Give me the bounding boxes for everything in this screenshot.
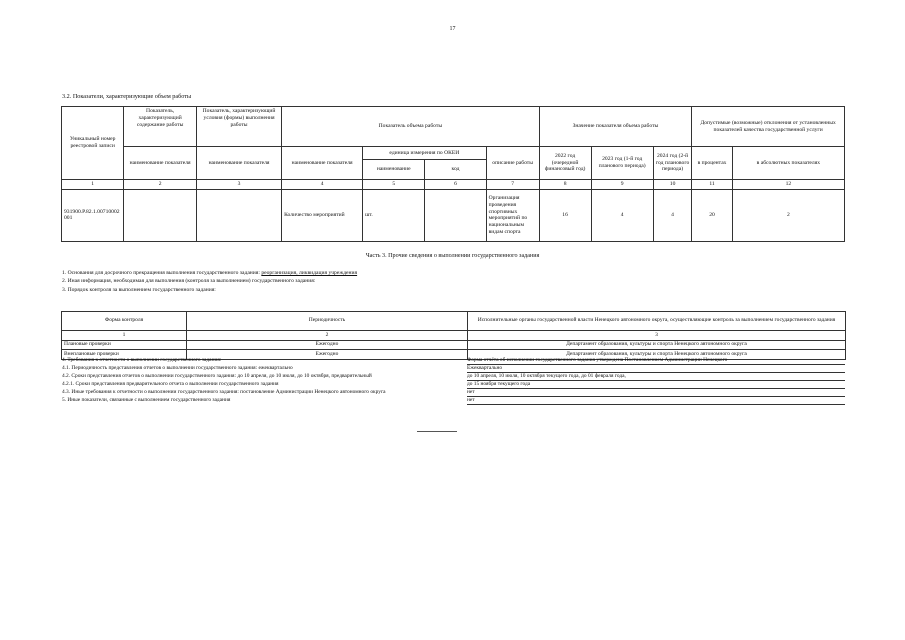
header-year-2022: 2022 год (очередной финансовый год) [539, 147, 591, 180]
col-number: 3 [196, 180, 281, 190]
note-1-label: 1. Основания для досрочного прекращения выполнения государственного задания: [62, 270, 260, 276]
requirement-value: Ежеквартально [467, 364, 845, 373]
value-2023: 4 [591, 189, 653, 241]
work-description: Организация проведения спортивных мероприятий по национальным видам спорта [486, 189, 539, 241]
col-number: 2 [124, 180, 197, 190]
section-title: 3.2. Показатели, характеризующие объем работы [62, 93, 192, 100]
requirement-value: Форма отчёта об исполнении государственного задания утверждена Постановлением Администрации Ненецкого [467, 356, 845, 365]
registry-code: 931900.Р.82.1.00710002001 [62, 189, 124, 241]
header-unit-code: код [425, 160, 486, 180]
header-condition-indicator: Показатель, характеризующий условия (формы) выполнения работы [196, 107, 281, 147]
indicator-name: Количество мероприятий [282, 189, 363, 241]
header-volume-indicator: Показатель объема работы [282, 107, 540, 147]
periodicity: Ежегодно [187, 350, 468, 360]
value-2024: 4 [653, 189, 691, 241]
requirement-label: 4. Требования к отчетности о выполнении государственного задания: [62, 357, 222, 363]
header-in-absolute: в абсолютных показателях [732, 147, 844, 180]
requirement-value: нет [467, 396, 845, 405]
header-control-form: Форма контроля [62, 312, 187, 331]
work-volume-table [61, 106, 845, 242]
footer-divider [417, 431, 457, 432]
unit-name: шт. [363, 189, 425, 241]
col-number: 5 [363, 180, 425, 190]
deviation-percent: 20 [692, 189, 732, 241]
requirement-row [61, 356, 845, 364]
requirement-label: 4.1. Периодичность представления отчетов о выполнении государственного задания: ежеквартально [62, 365, 293, 371]
requirement-label: 5. Иные показатели, связанные с выполнением государственного задания [62, 397, 231, 403]
header-volume-value: Значение показателя объема работы [539, 107, 692, 147]
requirement-label: 4.2.1. Сроки представления предварительного отчета о выполнении государственного задания [62, 381, 279, 387]
control-form: Внеплановые проверки [62, 350, 187, 360]
note-1-value: реорганизация, ликвидация учреждения [261, 270, 358, 276]
header-year-2024: 2024 год (2-й год планового периода) [653, 147, 691, 180]
requirement-row [61, 380, 845, 388]
header-indicator-name: наименование показателя [124, 147, 197, 180]
col-number: 11 [692, 180, 732, 190]
control-form: Плановые проверки [62, 340, 187, 350]
header-work-description: описание работы [486, 147, 539, 180]
requirement-label: 4.2. Сроки представления отчетов о выполнении государственного задания: до 10 апреля, до 10 июля, до 10 октября, предварительный [62, 373, 372, 379]
requirement-value: нет [467, 388, 845, 397]
col-number: 8 [539, 180, 591, 190]
notes-block [62, 269, 357, 294]
header-authority: Исполнительные органы государственной власти Ненецкого автономного округа, осуществляющие контроль за выполнением государственного задания [468, 312, 846, 331]
value-2022: 16 [539, 189, 591, 241]
requirement-row [61, 364, 845, 372]
requirement-row [61, 396, 845, 404]
control-table [61, 311, 846, 360]
deviation-absolute: 2 [732, 189, 844, 241]
col-number: 12 [732, 180, 844, 190]
col-number: 4 [282, 180, 363, 190]
table-row [62, 340, 846, 350]
header-unit-okei: единица измерения по ОКЕИ [363, 147, 487, 160]
part3-title: Часть 3. Прочие сведения о выполнении государственного задания [365, 253, 540, 259]
requirement-row [61, 388, 845, 396]
authority: Департамент образования, культуры и спорта Ненецкого автономного округа [468, 340, 846, 350]
header-content-indicator: Показатель, характеризующий содержание работы [124, 107, 197, 147]
header-indicator-name: наименование показателя [282, 147, 363, 180]
col-number: 9 [591, 180, 653, 190]
header-periodicity: Периодичность [187, 312, 468, 331]
table-row [62, 189, 845, 241]
header-unit-name: наименование [363, 160, 425, 180]
authority: Департамент образования, культуры и спорта Ненецкого автономного округа [468, 350, 846, 360]
col-number: 1 [62, 331, 187, 341]
requirement-value: до 10 апреля, 10 июля, 10 октября текущего года, до 01 февраля года, [467, 372, 845, 381]
header-indicator-name: наименование показателя [196, 147, 281, 180]
requirement-row [61, 372, 845, 380]
note-3: 3. Порядок контроля за выполнением государственного задания: [62, 286, 216, 293]
col-number: 1 [62, 180, 124, 190]
col-number: 6 [425, 180, 486, 190]
note-2: 2. Иная информация, необходимая для выполнения (контроля за выполнением) государственного задания: [62, 278, 316, 285]
header-deviation: Допустимые (возможные) отклонения от установленных показателей качества государственной услуги [692, 107, 845, 147]
col-number: 7 [486, 180, 539, 190]
requirement-value: до 15 ноября текущего года [467, 380, 845, 389]
header-unique-number: Уникальный номер реестровой записи [62, 107, 124, 180]
periodicity: Ежегодно [187, 340, 468, 350]
col-number: 2 [187, 331, 468, 341]
page-number: 17 [449, 26, 456, 32]
header-year-2023: 2023 год (1-й год планового периода) [591, 147, 653, 180]
col-number: 3 [468, 331, 846, 341]
col-number: 10 [653, 180, 691, 190]
header-in-percent: в процентах [692, 147, 732, 180]
requirement-label: 4.3. Иные требования к отчетности о выполнении государственного задания: постановление Администрации Ненецкого автономного округа [62, 389, 386, 395]
